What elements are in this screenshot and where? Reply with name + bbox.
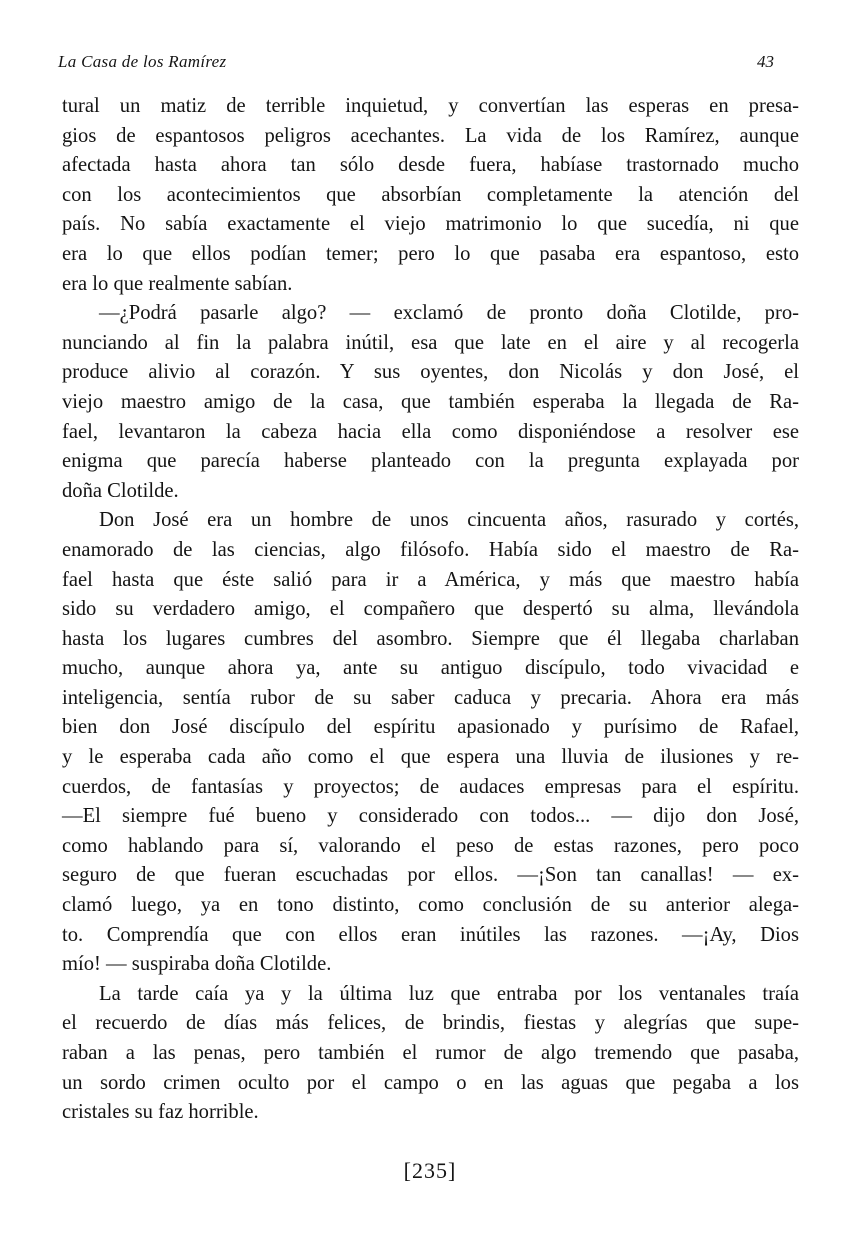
text-line: era lo que realmente sabían. [62,272,293,295]
text-line: afectada hasta ahora tan sólo desde fuera, habíase trastornado mucho [62,154,799,177]
text-line: con los acontecimientos que absorbían completamente la atención del [62,183,799,206]
page-number: 43 [757,52,774,71]
text-line: tural un matiz de terrible inquietud, y convertían las esperas en presa- [62,95,799,117]
text-line: viejo maestro amigo de la casa, que también esperaba la llegada de Ra- [62,390,799,413]
text-line: seguro de que fueran escuchadas por ellos. —¡Son tan canallas! — ex- [62,864,799,887]
text-line: inteligencia, sentía rubor de su saber caduca y precaria. Ahora era más [62,686,799,709]
text-line: sido su verdadero amigo, el compañero que despertó su alma, llevándola [62,598,799,621]
text-line: gios de espantosos peligros acechantes. La vida de los Ramírez, aunque [62,124,799,147]
text-line: La tarde caía ya y la última luz que entraba por los ventanales traía [99,982,799,1005]
text-line: mío! — suspiraba doña Clotilde. [62,953,332,976]
folio-number: [235] [403,1158,457,1183]
body-text [62,92,799,1128]
text-line: un sordo crimen oculto por el campo o en las aguas que pegaba a los [62,1071,799,1094]
text-line: cuerdos, de fantasías y proyectos; de audaces empresas para el espíritu. [62,775,799,798]
text-line: hasta los lugares cumbres del asombro. Siempre que él llegaba charlaban [62,627,799,650]
text-line: nunciando al fin la palabra inútil, esa que late en el aire y al recogerla [62,331,799,354]
text-line: Don José era un hombre de unos cincuenta años, rasurado y cortés, [99,509,799,532]
text-line: produce alivio al corazón. Y sus oyentes, don Nicolás y don José, el [62,361,799,384]
text-line: clamó luego, ya en tono distinto, como conclusión de su anterior alega- [62,894,799,917]
text-line: raban a las penas, pero también el rumor de algo tremendo que pasaba, [62,1042,799,1064]
text-line: era lo que ellos podían temer; pero lo que pasaba era espantoso, esto [62,242,799,265]
text-line: to. Comprendía que con ellos eran inútiles las razones. —¡Ay, Dios [62,923,799,946]
text-line: enigma que parecía haberse planteado con la pregunta explayada por [62,450,799,473]
text-line: bien don José discípulo del espíritu apasionado y purísimo de Rafael, [62,716,799,739]
text-line: —El siempre fué bueno y considerado con todos... — dijo don José, [62,805,799,828]
text-line: el recuerdo de días más felices, de brindis, fiestas y alegrías que supe- [62,1012,799,1035]
text-line: como hablando para sí, valorando el peso de estas razones, pero poco [62,834,799,857]
text-line: fael, levantaron la cabeza hacia ella como disponiéndose a resolver ese [62,420,799,443]
text-line: y le esperaba cada año como el que espera una lluvia de ilusiones y re- [62,746,799,769]
text-line: cristales su faz horrible. [62,1101,259,1124]
running-title: La Casa de los Ramírez [58,52,227,71]
text-line: fael hasta que éste salió para ir a América, y más que maestro había [62,568,799,591]
text-line: —¿Podrá pasarle algo? — exclamó de pronto doña Clotilde, pro- [99,302,799,325]
text-line: doña Clotilde. [62,479,179,502]
text-line: enamorado de las ciencias, algo filósofo. Había sido el maestro de Ra- [62,538,799,561]
text-line: mucho, aunque ahora ya, ante su antiguo discípulo, todo vivacidad e [62,657,799,680]
text-line: país. No sabía exactamente el viejo matrimonio lo que sucedía, ni que [62,213,799,236]
